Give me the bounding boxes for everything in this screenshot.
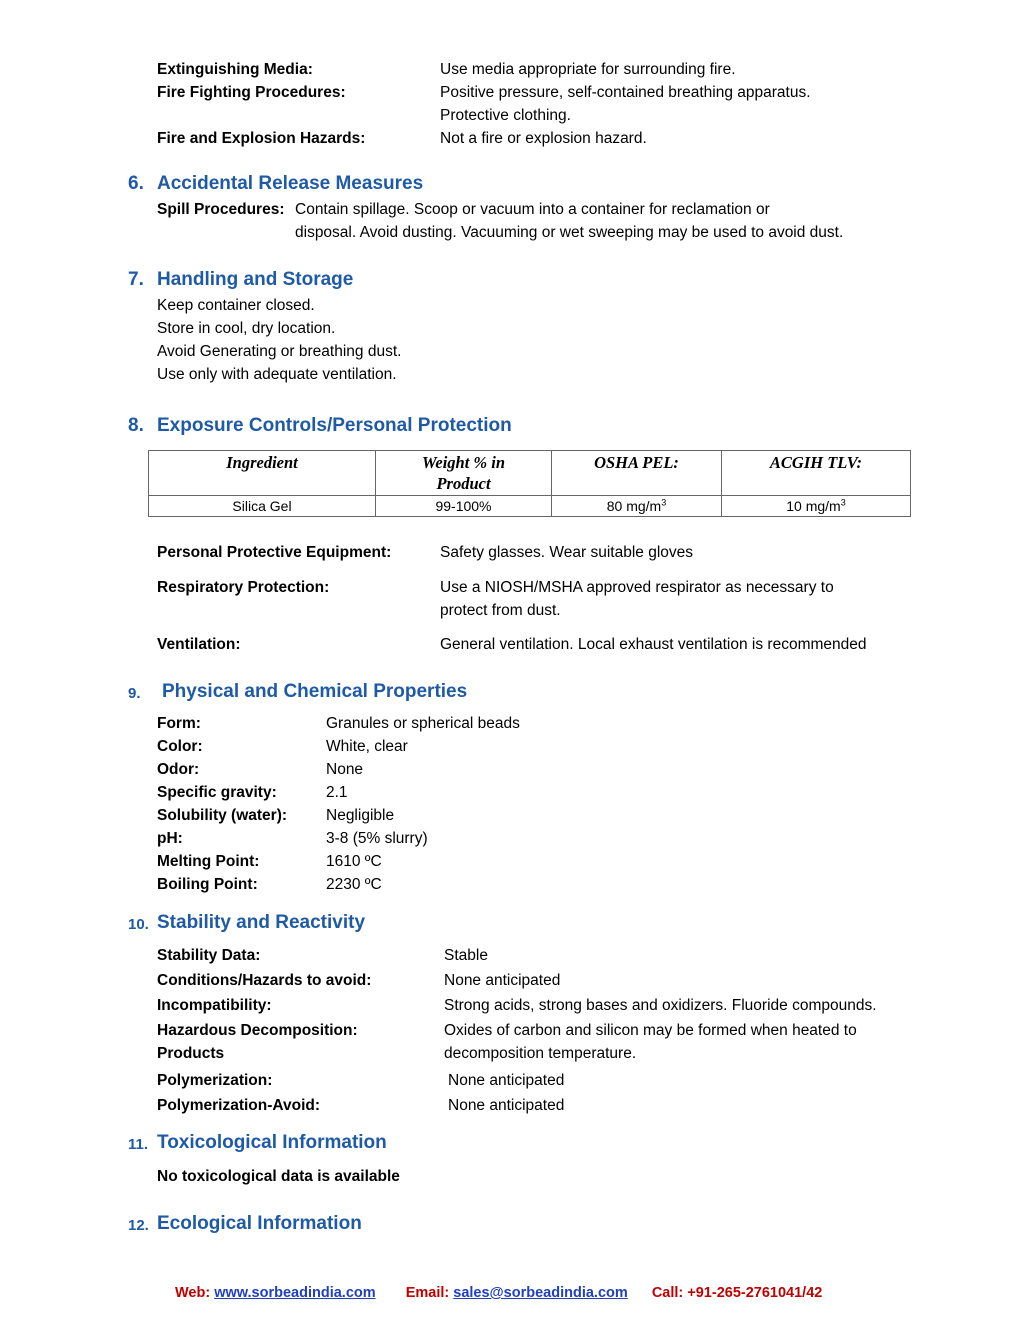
ventilation-value: General ventilation. Local exhaust ventilation is recommended [440, 636, 867, 653]
respiratory-value-1: Use a NIOSH/MSHA approved respirator as necessary to [440, 579, 834, 596]
handling-line: Keep container closed. [157, 297, 315, 314]
ventilation-label: Ventilation: [157, 636, 241, 653]
prop-label: Color: [157, 738, 203, 755]
header-osha-pel: OSHA PEL: [552, 451, 722, 496]
handling-line: Avoid Generating or breathing dust. [157, 343, 402, 360]
section-12-number: 12. [128, 1217, 149, 1234]
prop-label: Solubility (water): [157, 807, 288, 824]
ppe-label: Personal Protective Equipment: [157, 544, 392, 561]
section-8-number: 8. [128, 415, 144, 436]
section-8-title: Exposure Controls/Personal Protection [157, 415, 512, 436]
section-6-number: 6. [128, 173, 144, 194]
header-acgih-tlv: ACGIH TLV: [722, 451, 911, 496]
fire-hazards-value: Not a fire or explosion hazard. [440, 130, 647, 147]
footer-web-label: Web: [175, 1285, 211, 1301]
section-9-title: Physical and Chemical Properties [162, 681, 468, 702]
prop-label: Form: [157, 715, 201, 732]
exposure-table-header [149, 451, 911, 496]
section-11-title: Toxicological Information [157, 1132, 387, 1153]
handling-line: Store in cool, dry location. [157, 320, 336, 337]
conditions-value: None anticipated [444, 972, 561, 989]
prop-value: Negligible [326, 807, 395, 824]
prop-label: pH: [157, 830, 183, 847]
footer-call: Call: +91-265-2761041/42 [651, 1285, 823, 1301]
prop-value: 1610 ºC [326, 853, 382, 870]
prop-label: Boiling Point: [157, 876, 258, 893]
incompatibility-label: Incompatibility: [157, 997, 272, 1014]
cell-acgih [722, 496, 911, 517]
osha-value: 80 mg/m [606, 498, 662, 514]
prop-value: 2230 ºC [326, 876, 382, 893]
section-9-number: 9. [128, 685, 141, 702]
fire-fighting-value-2: Protective clothing. [440, 107, 571, 124]
stability-label: Stability Data: [157, 947, 261, 964]
cell-ingredient: Silica Gel [149, 496, 376, 517]
header-ingredient: Ingredient [149, 451, 376, 496]
ppe-value: Safety glasses. Wear suitable gloves [440, 544, 694, 561]
handling-line: Use only with adequate ventilation. [157, 366, 397, 383]
extinguishing-media-label: Extinguishing Media: [157, 61, 313, 78]
incompatibility-value: Strong acids, strong bases and oxidizers. Fluoride compounds. [444, 997, 877, 1014]
respiratory-value-2: protect from dust. [440, 602, 561, 619]
section-11-number: 11. [128, 1136, 149, 1153]
spill-procedures-line-1: Contain spillage. Scoop or vacuum into a container for reclamation or [295, 201, 770, 218]
polymerization-label: Polymerization: [157, 1072, 273, 1089]
fire-fighting-value: Positive pressure, self-contained breathing apparatus. [440, 84, 811, 101]
fire-fighting-label: Fire Fighting Procedures: [157, 84, 346, 101]
osha-exponent: 3 [661, 497, 667, 508]
fire-hazards-label: Fire and Explosion Hazards: [157, 130, 366, 147]
prop-value: 3-8 (5% slurry) [326, 830, 428, 847]
stability-value: Stable [444, 947, 488, 964]
acgih-value: 10 mg/m [786, 498, 841, 514]
decomposition-value-2: decomposition temperature. [444, 1045, 637, 1062]
prop-label: Specific gravity: [157, 784, 277, 801]
section-10-number: 10. [128, 916, 149, 933]
section-10-title: Stability and Reactivity [157, 912, 366, 933]
prop-value: 2.1 [326, 784, 348, 801]
footer [175, 1285, 822, 1301]
section-12-title: Ecological Information [157, 1213, 362, 1234]
spill-procedures-label: Spill Procedures: [157, 201, 285, 218]
footer-email-link[interactable]: sales@sorbeadindia.com [453, 1285, 628, 1301]
spill-procedures-line-2: disposal. Avoid dusting. Vacuuming or wet sweeping may be used to avoid dust. [295, 224, 844, 241]
prop-value: Granules or spherical beads [326, 715, 520, 732]
cell-weight: 99-100% [376, 496, 552, 517]
exposure-table [148, 450, 911, 517]
footer-web-link[interactable]: www.sorbeadindia.com [214, 1285, 376, 1301]
cell-osha [552, 496, 722, 517]
prop-label: Odor: [157, 761, 200, 778]
table-row [149, 496, 911, 517]
decomposition-value: Oxides of carbon and silicon may be formed when heated to [444, 1022, 857, 1039]
decomposition-label: Hazardous Decomposition: [157, 1022, 358, 1039]
toxicology-text: No toxicological data is available [157, 1168, 400, 1185]
section-6-title: Accidental Release Measures [157, 173, 424, 194]
respiratory-label: Respiratory Protection: [157, 579, 330, 596]
extinguishing-media-value: Use media appropriate for surrounding fire. [440, 61, 736, 78]
conditions-label: Conditions/Hazards to avoid: [157, 972, 372, 989]
polymerization-avoid-value: None anticipated [448, 1097, 565, 1114]
prop-value: White, clear [326, 738, 408, 755]
polymerization-value: None anticipated [448, 1072, 565, 1089]
polymerization-avoid-label: Polymerization-Avoid: [157, 1097, 321, 1114]
section-7-title: Handling and Storage [157, 269, 354, 290]
acgih-exponent: 3 [840, 497, 846, 508]
header-weight: Weight % in Product [376, 451, 552, 496]
section-7-number: 7. [128, 269, 144, 290]
footer-email-label: Email: [405, 1285, 450, 1301]
prop-value: None [326, 761, 364, 778]
decomposition-label-2: Products [157, 1045, 225, 1062]
prop-label: Melting Point: [157, 853, 260, 870]
